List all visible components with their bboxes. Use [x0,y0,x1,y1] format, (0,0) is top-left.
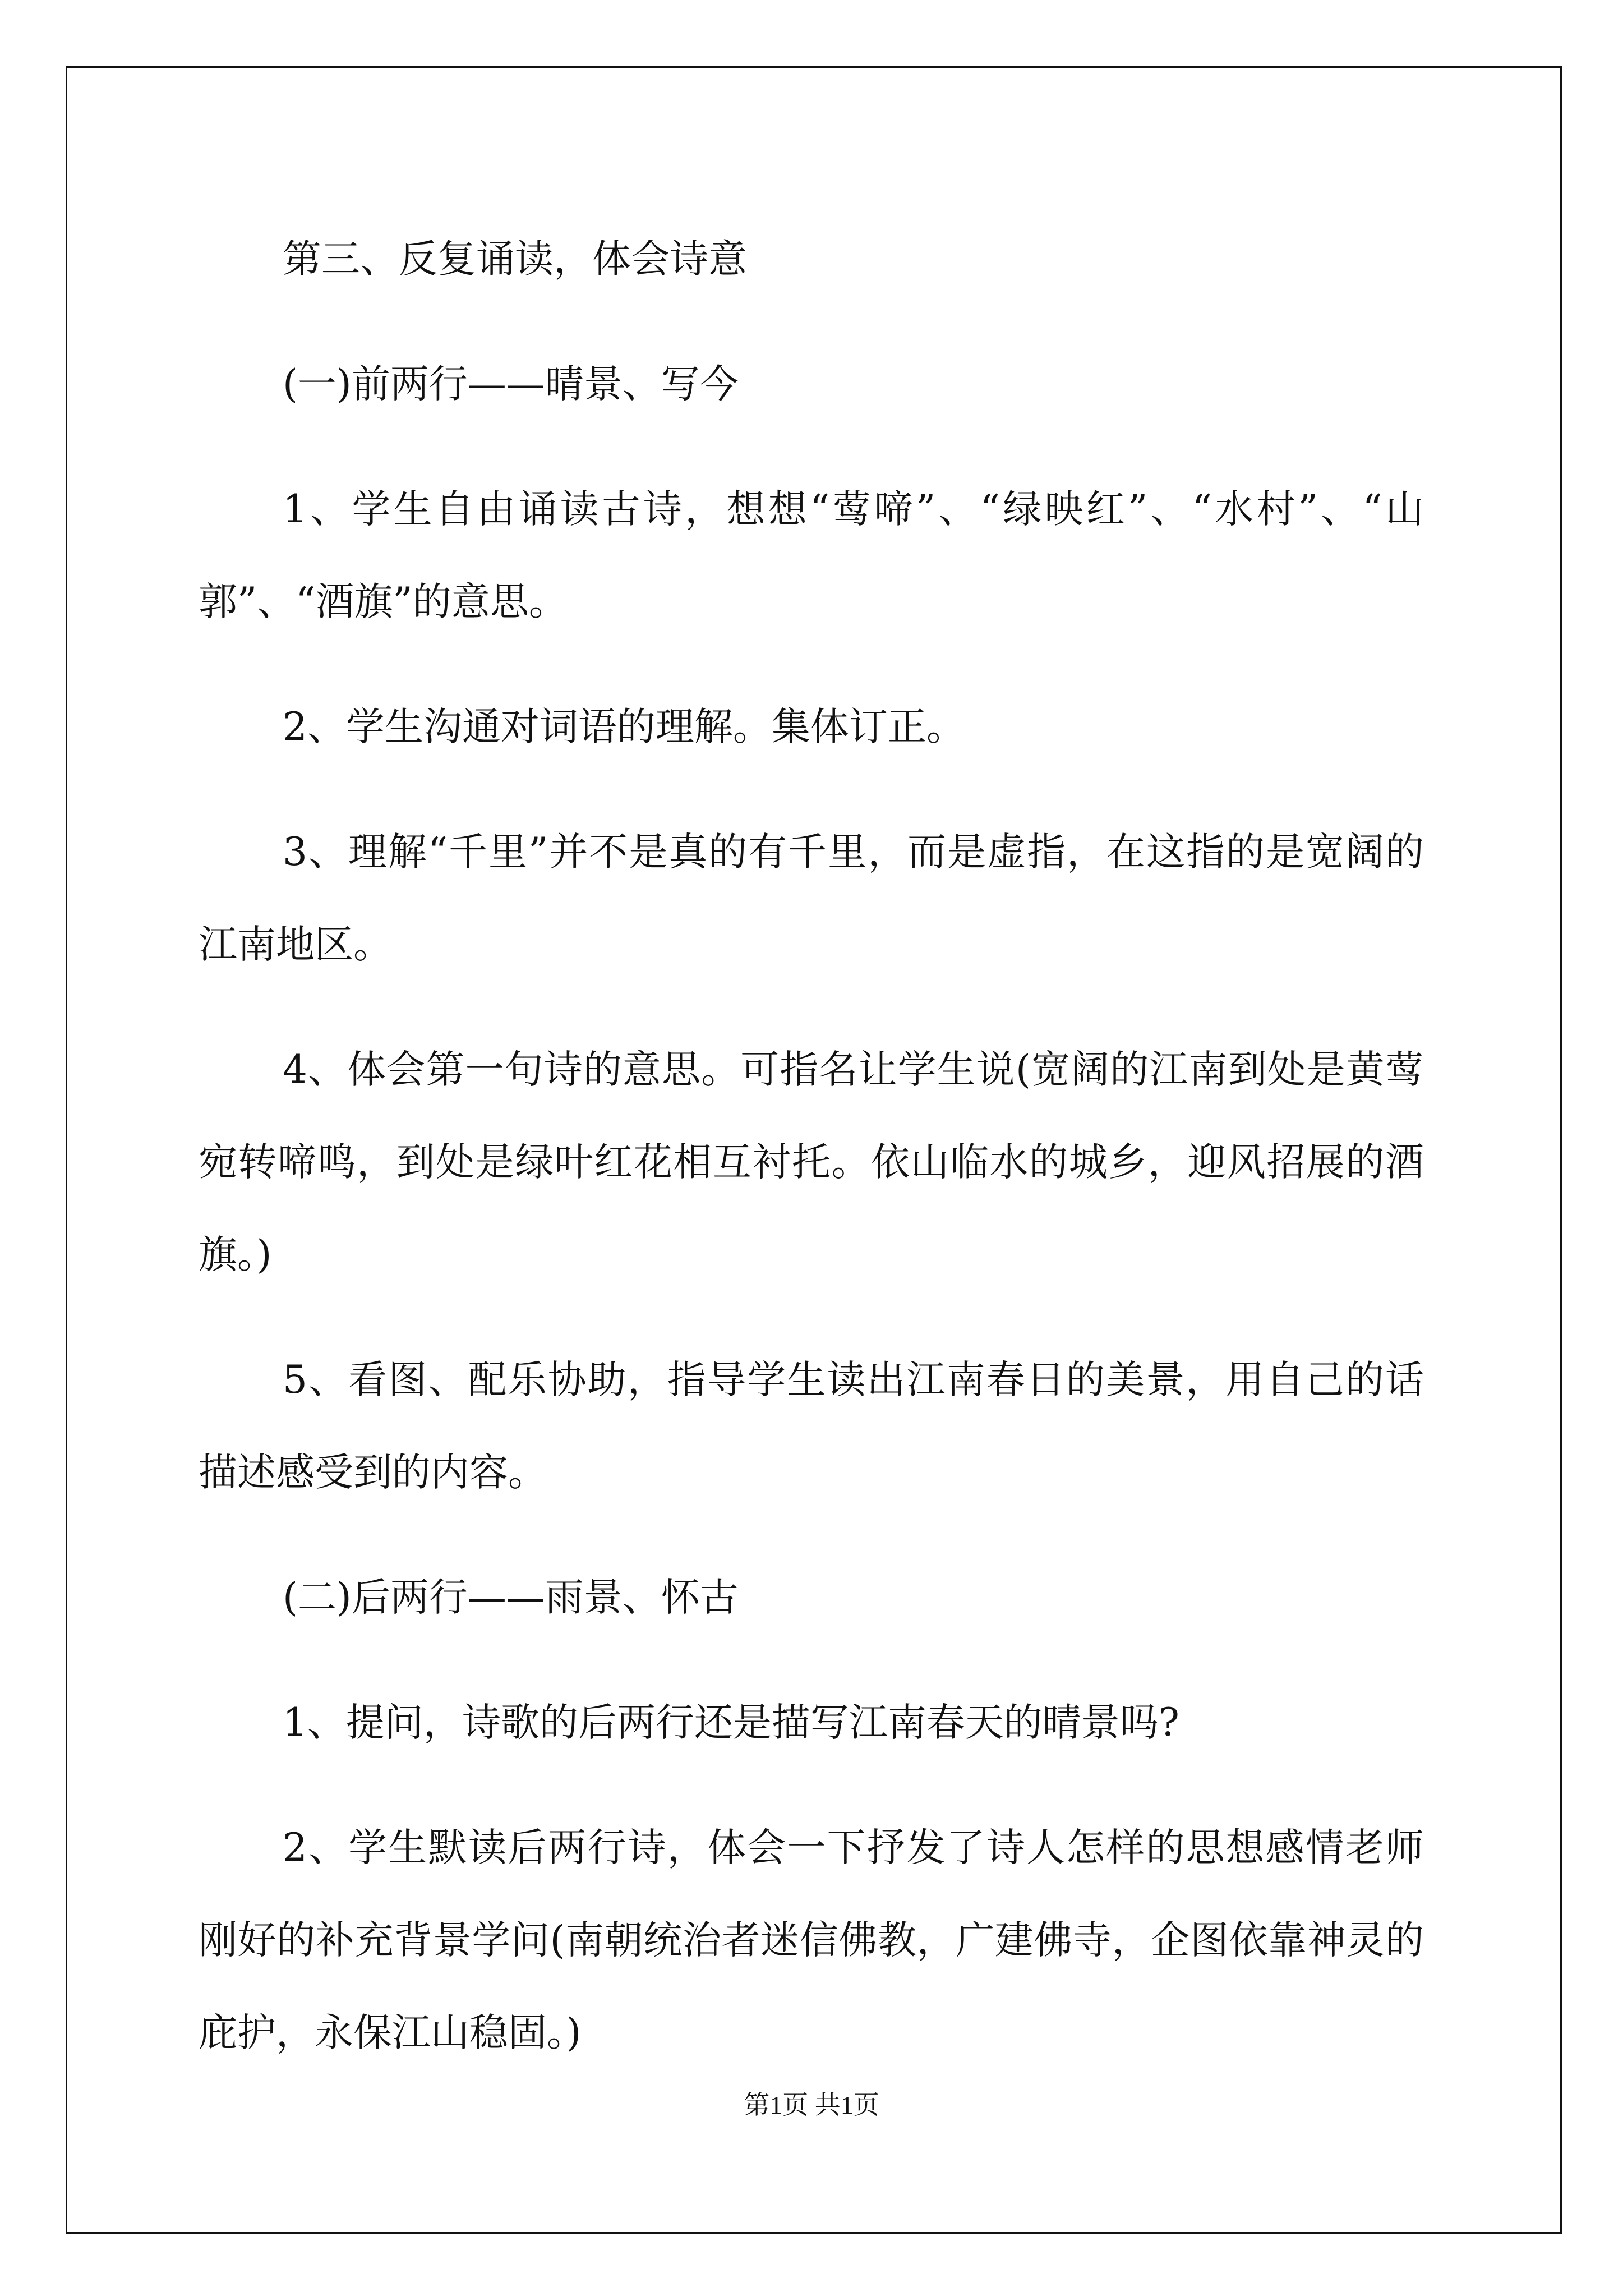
paragraph: 5、看图、配乐协助，指导学生读出江南春日的美景，用自己的话描述感受到的内容。 [199,1358,1424,1495]
paragraph: 1、提问，诗歌的后两行还是描写江南春天的晴景吗? [283,1700,1179,1745]
paragraph: 2、学生沟通对词语的理解。集体订正。 [283,705,965,749]
page-footer: 第1页 共1页 [744,2091,879,2119]
section-heading: 第三、反复诵读，体会诗意 [283,237,747,282]
paragraph: 1、学生自由诵读古诗，想想“莺啼”、“绿映红”、“水村”、“山郭”、“酒旗”的意思。 [199,487,1424,624]
subsection-heading: (一)前两行——晴景、写今 [283,362,739,407]
paragraph: 3、理解“千里”并不是真的有千里，而是虚指，在这指的是宽阔的江南地区。 [199,830,1424,967]
paragraph: 4、体会第一句诗的意思。可指名让学生说(宽阔的江南到处是黄莺宛转啼鸣，到处是绿叶红花相互衬托。依山临水的城乡，迎风招展的酒旗。) [199,1047,1424,1277]
paragraph: 2、学生默读后两行诗，体会一下抒发了诗人怎样的思想感情老师刚好的补充背景学问(南朝统治者迷信佛教，广建佛寺，企图依靠神灵的庇护，永保江山稳固。) [199,1825,1424,2055]
subsection-heading: (二)后两行——雨景、怀古 [283,1575,739,1620]
document-body [199,213,1424,2112]
